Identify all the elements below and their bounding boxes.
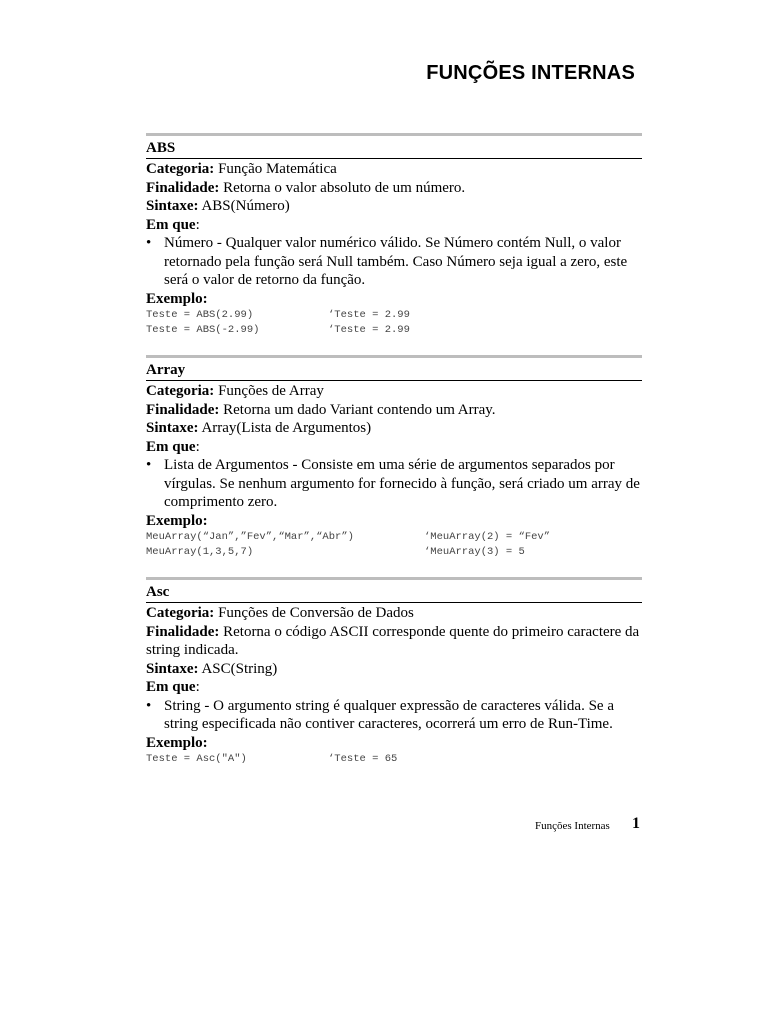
finalidade-line — [146, 623, 642, 660]
function-sections — [146, 133, 642, 767]
sintaxe-label: Sintaxe: — [146, 198, 199, 214]
categoria-value: Funções de Conversão de Dados — [218, 605, 414, 621]
example-code: MeuArray(1,3,5,7) — [146, 545, 254, 558]
em-que-line: Em que: — [146, 438, 200, 455]
function-name: Asc — [146, 584, 170, 600]
bullet-dot-icon: • — [146, 457, 152, 473]
em-que-line: Em que: — [146, 216, 200, 233]
em-que-label: Em que — [146, 679, 196, 695]
em-que-label: Em que — [146, 438, 196, 455]
finalidade-label: Finalidade: — [146, 179, 220, 196]
categoria-label: Categoria: — [146, 383, 215, 399]
categoria-line — [146, 382, 642, 401]
footer-label: Funções Internas — [535, 820, 610, 832]
example-code-row — [146, 308, 642, 323]
parameter-description: Número - Qualquer valor numérico válido. Se Número contém Null, o valor retornado pela função será Null também. Caso Número seja igual a zero, este será o valor de retorno da função. — [164, 235, 628, 288]
bullet-dot-icon: • — [146, 235, 152, 251]
example-code: Teste = Asc("A") — [146, 753, 247, 765]
parameter-description: String - O argumento string é qualquer expressão de caracteres válida. Se a string especificada não contiver caracteres, ocorrerá um erro de Run-Time. — [164, 697, 614, 732]
exemplo-line — [146, 512, 642, 531]
function-section-abs — [146, 133, 642, 337]
sintaxe-line — [146, 419, 642, 438]
finalidade-label: Finalidade: — [146, 623, 220, 640]
example-code: MeuArray(“Jan”,”Fev”,“Mar”,“Abr”) — [146, 531, 354, 543]
sintaxe-value: ASC(String) — [201, 660, 278, 677]
finalidade-line — [146, 179, 642, 198]
exemplo-label: Exemplo: — [146, 512, 208, 529]
em-que-label: Em que — [146, 216, 196, 233]
parameter-bullet — [146, 234, 642, 290]
function-name: ABS — [146, 140, 176, 156]
section-under-rule — [146, 158, 642, 159]
parameter-bullet — [146, 697, 642, 734]
example-comment: ‘Teste = 65 — [328, 753, 398, 765]
function-section-asc — [146, 577, 642, 767]
categoria-label: Categoria: — [146, 605, 215, 621]
bullet-dot-icon: • — [146, 697, 152, 714]
em-que-line: Em que: — [146, 679, 200, 695]
categoria-value: Função Matemática — [218, 161, 337, 177]
categoria-label: Categoria: — [146, 161, 215, 177]
exemplo-label: Exemplo: — [146, 734, 208, 751]
exemplo-label: Exemplo: — [146, 290, 208, 307]
example-code-row — [146, 530, 642, 545]
example-comment: ‘Teste = 2.99 — [328, 323, 410, 336]
parameter-bullet — [146, 456, 642, 512]
sintaxe-value: Array(Lista de Argumentos) — [201, 420, 372, 436]
sintaxe-label: Sintaxe: — [146, 660, 199, 677]
parameter-description: Lista de Argumentos - Consiste em uma série de argumentos separados por vírgulas. Se nenhum argumento for fornecido à função, será criado um array de comprimento zero. — [164, 457, 640, 510]
example-comment: ‘MeuArray(3) = 5 — [424, 545, 525, 558]
example-code-row — [146, 545, 642, 560]
sintaxe-line — [146, 197, 642, 216]
sintaxe-label: Sintaxe: — [146, 420, 199, 436]
sintaxe-value: ABS(Número) — [201, 198, 290, 214]
categoria-line — [146, 160, 642, 179]
finalidade-line — [146, 401, 642, 420]
section-under-rule — [146, 602, 642, 603]
example-comment: ‘MeuArray(2) = “Fev” — [424, 531, 551, 543]
finalidade-value: Retorna um dado Variant contendo um Array. — [223, 401, 496, 418]
function-section-array — [146, 355, 642, 559]
example-code-row — [146, 752, 642, 767]
example-code: Teste = ABS(2.99) — [146, 309, 254, 321]
exemplo-line — [146, 290, 642, 309]
page-number: 1 — [632, 815, 640, 832]
sintaxe-line — [146, 660, 642, 679]
example-comment: ‘Teste = 2.99 — [328, 309, 410, 321]
page-title: FUNÇÕES INTERNAS — [426, 62, 635, 84]
categoria-line — [146, 604, 642, 623]
section-under-rule — [146, 380, 642, 381]
categoria-value: Funções de Array — [218, 383, 324, 399]
example-code: Teste = ABS(-2.99) — [146, 323, 260, 336]
function-name: Array — [146, 362, 186, 378]
finalidade-value: Retorna o código ASCII corresponde quente do primeiro caractere da string indicada. — [146, 623, 640, 658]
example-code-row — [146, 323, 642, 338]
exemplo-line — [146, 734, 642, 753]
finalidade-value: Retorna o valor absoluto de um número. — [223, 179, 466, 196]
finalidade-label: Finalidade: — [146, 401, 220, 418]
